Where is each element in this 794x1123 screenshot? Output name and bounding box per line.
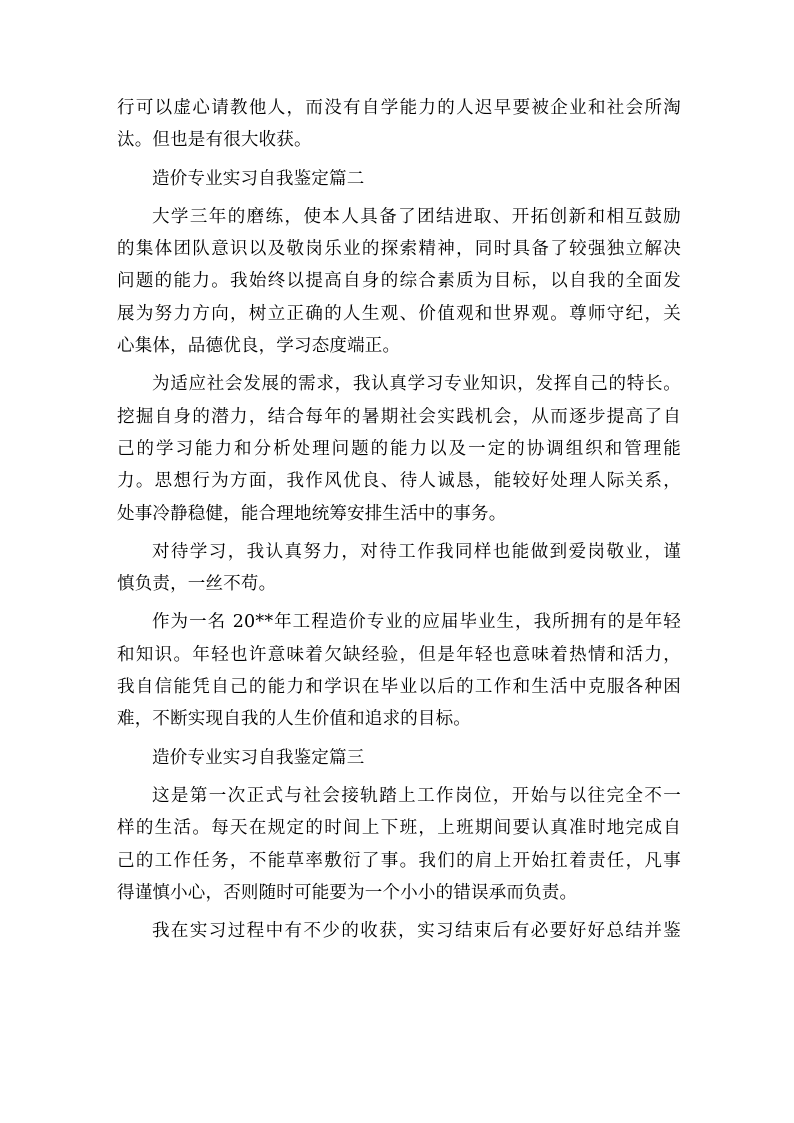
text-line: 处事冷静稳健，能合理地统筹安排生活中的事务。: [117, 503, 507, 524]
heading-text: 造价专业实习自我鉴定篇三: [152, 747, 365, 768]
text-line: 的集体团队意识以及敬岗乐业的探索精神，同时具备了较强独立解决: [117, 239, 681, 260]
text-line: 得谨慎小心，否则随时可能要为一个小小的错误承而负责。: [117, 882, 578, 903]
section-heading: [117, 742, 681, 774]
text-line: 大学三年的磨练，使本人具备了团结进取、开拓创新和相互鼓励: [152, 206, 681, 227]
heading-text: 造价专业实习自我鉴定篇二: [152, 168, 365, 189]
text-line: 难，不断实现自我的人生价值和追求的目标。: [117, 709, 471, 730]
text-line: 己的工作任务，不能草率敷衍了事。我们的肩上开始扛着责任，凡事: [117, 850, 681, 871]
section-heading: [117, 163, 681, 195]
text-line: 问题的能力。我始终以提高自身的综合素质为目标，以自我的全面发: [117, 271, 681, 292]
paragraph: [117, 780, 681, 909]
text-line: 对待学习，我认真努力，对待工作我同样也能做到爱岗敬业，谨: [152, 541, 681, 562]
text-line: 样的生活。每天在规定的时间上下班，上班期间要认真准时地完成自: [117, 818, 681, 839]
paragraph: [117, 606, 681, 735]
text-line: 慎负责，一丝不苟。: [117, 574, 277, 595]
text-line: 我自信能凭自己的能力和学识在毕业以后的工作和生活中克服各种困: [117, 677, 681, 698]
text-line: 我在实习过程中有不少的收获，实习结束后有必要好好总结并鉴: [152, 921, 681, 942]
text-line: 展为努力方向，树立正确的人生观、价值观和世界观。尊师守纪，关: [117, 303, 681, 324]
paragraph: [117, 201, 681, 362]
text-line: 力。思想行为方面，我作风优良、待人诚恳，能较好处理人际关系，: [117, 471, 681, 492]
text-line: 心集体，品德优良，学习态度端正。: [117, 336, 401, 357]
paragraph: [117, 536, 681, 601]
text-line: 己的学习能力和分析处理问题的能力以及一定的协调组织和管理能: [117, 438, 681, 459]
text-line: 作为一名 20**年工程造价专业的应届毕业生，我所拥有的是年轻: [152, 612, 681, 633]
paragraph: [117, 915, 681, 947]
text-line: 这是第一次正式与社会接轨踏上工作岗位，开始与以往完全不一: [152, 785, 681, 806]
text-line: 和知识。年轻也许意味着欠缺经验，但是年轻也意味着热情和活力，: [117, 644, 681, 665]
text-line: 行可以虚心请教他人，而没有自学能力的人迟早要被企业和社会所淘: [117, 98, 681, 118]
document-page: [117, 92, 681, 947]
paragraph: [117, 92, 681, 157]
text-line: 为适应社会发展的需求，我认真学习专业知识，发挥自己的特长。: [152, 374, 681, 395]
text-line: 挖掘自身的潜力，结合每年的暑期社会实践机会，从而逐步提高了自: [117, 406, 681, 427]
paragraph: [117, 368, 681, 529]
text-line: 汰。但也是有很大收获。: [117, 130, 312, 151]
